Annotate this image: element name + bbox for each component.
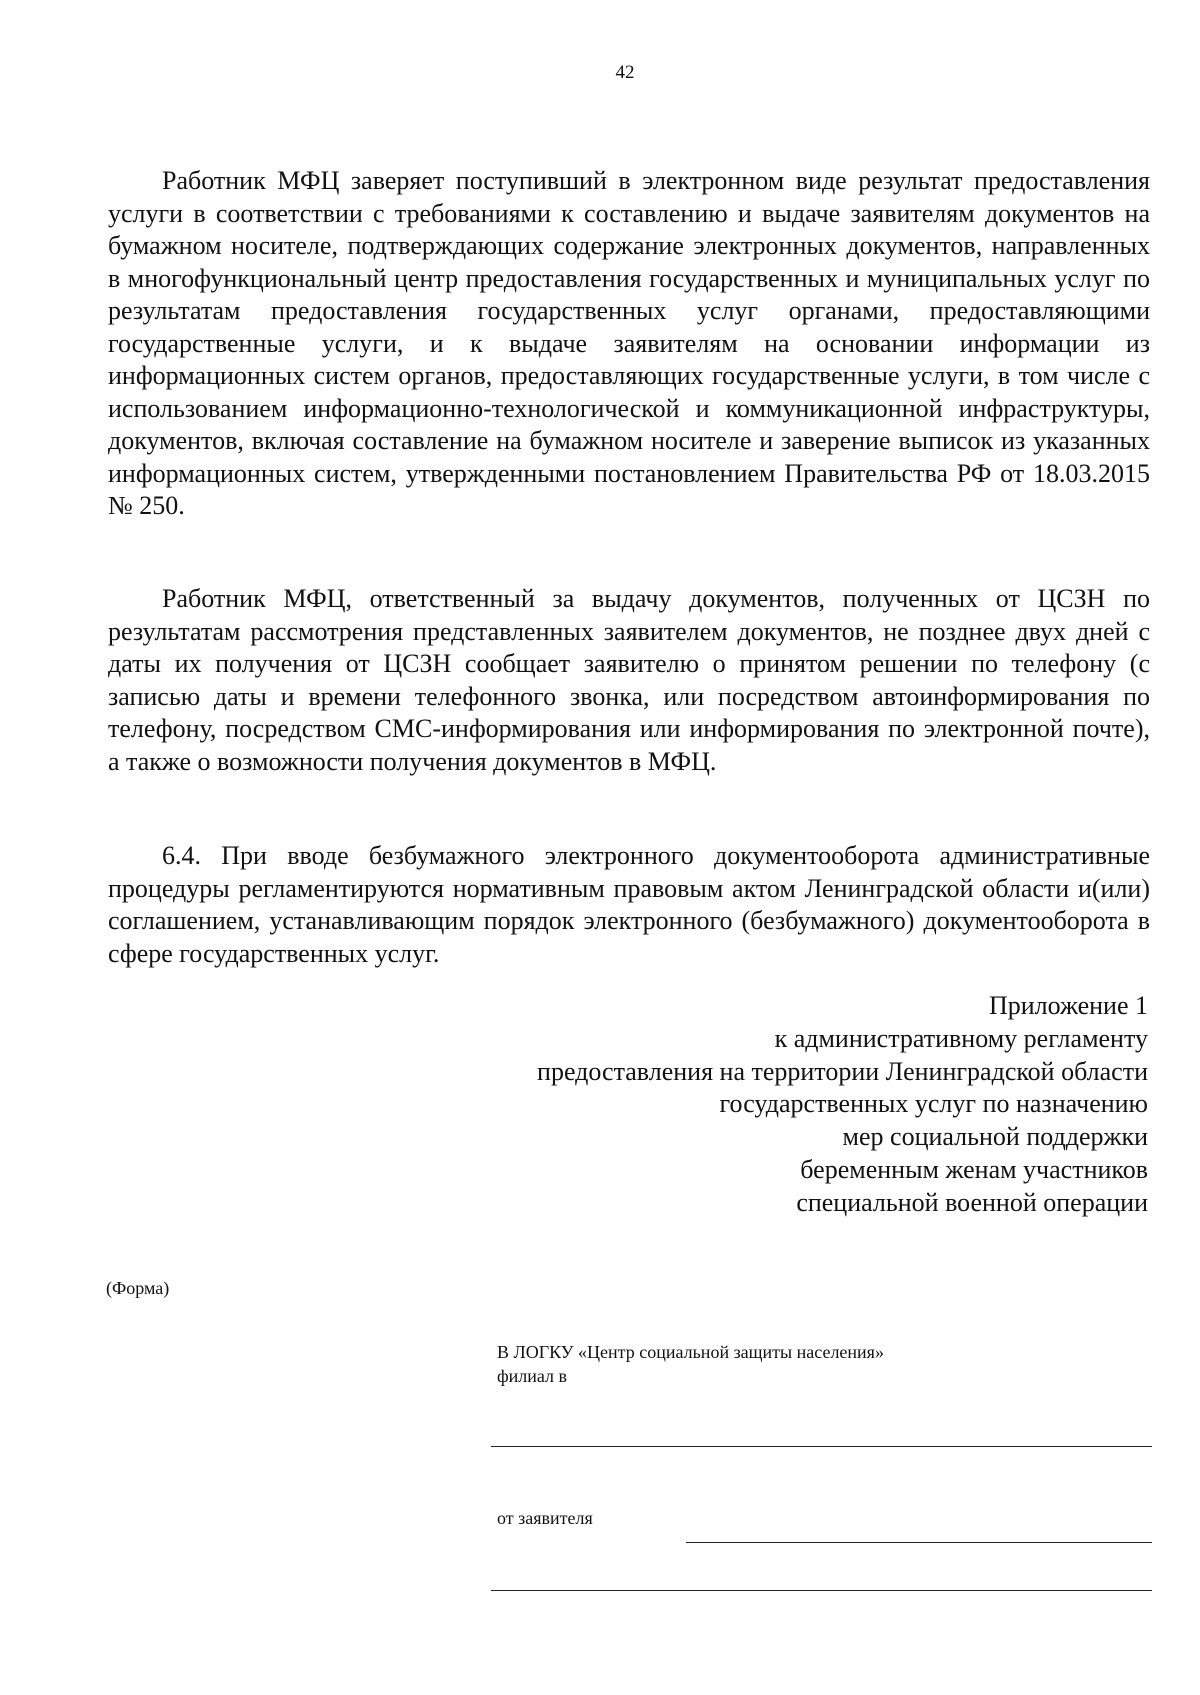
appendix-line: мер социальной поддержки [842,1122,1148,1152]
appendix-line: Приложение 1 [988,991,1148,1020]
appendix-line: предоставления на территории Ленинградской области [537,1056,1148,1086]
appendix-line: специальной военной операции [796,1187,1148,1217]
addressee-organization: В ЛОГКУ «Центр социальной защиты населения» [497,1342,884,1362]
appendix-line: к административному регламенту [774,1023,1148,1053]
appendix-line: государственных услуг по назначению [719,1089,1148,1119]
appendix-header [348,990,1148,1220]
paragraph-mfc-notification: Работник МФЦ, ответственный за выдачу документов, полученных от ЦСЗН по результатам рассмотрения представленных заявителем документов, не позднее двух дней с даты их получения от ЦСЗН сообщает заявителю о принятом решении по телефону (с записью даты и времени телефонного звонка, или посредством автоинформирования по телефону, посредством СМС-информирования или информирования по электронной почте), а также о возможности получения документов в МФЦ. [108,584,1150,776]
page-number: 42 [615,62,635,83]
addressee-block [497,1340,884,1388]
appendix-line: беременным женам участников [800,1154,1148,1184]
applicant-blank-line[interactable] [686,1542,1152,1543]
paragraph-mfc-certification: Работник МФЦ заверяет поступивший в электронном виде результат предоставления услуги в соответствии с требованиями к составлению и выдаче заявителям документов на бумажном носителе, подтверждающих содержание электронных документов, направленных в многофункциональный центр предоставления государственных и муниципальных услуг по результатам предоставления государственных услуг органами, предоставляющими государственные услуги, и к выдаче заявителям на основании информации из информационных систем органов, предоставляющих государственные услуги, в том числе с использованием информационно-технологической и коммуникационной инфраструктуры, документов, включая составление на бумажном носителе и заверение выписок из указанных информационных систем, утвержденными постановлением Правительства РФ от 18.03.2015 № 250. [108,166,1150,520]
paragraph-section-6-4: 6.4. При вводе безбумажного электронного документооборота административные процедуры регламентируются нормативным правовым актом Ленинградской области и(или) соглашением, устанавливающим порядок электронного (безбумажного) документооборота в сфере государственных услуг. [108,841,1150,968]
form-label: (Форма) [106,1278,170,1298]
addressee-branch-label: филиал в [497,1366,568,1386]
branch-blank-line[interactable] [491,1446,1152,1447]
from-applicant-label: от заявителя [497,1508,593,1528]
applicant-blank-line-2[interactable] [491,1590,1152,1591]
